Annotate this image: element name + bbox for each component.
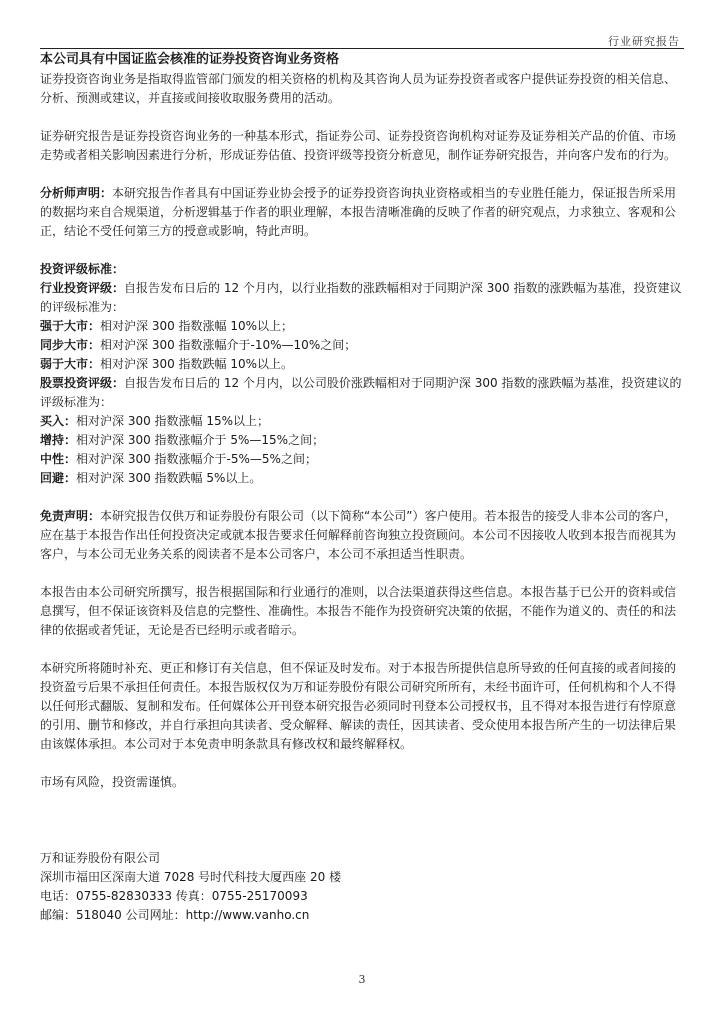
rating-item-label: 强于大市： [40,319,101,333]
industry-rating-item [40,336,684,355]
risk-warning: 市场有风险，投资需谨慎。 [40,775,185,789]
rating-item-text: 相对沪深 300 指数涨幅 10%以上； [100,319,294,333]
rating-item-text: 相对沪深 300 指数跌幅 5%以上。 [76,471,262,485]
analyst-statement-label: 分析师声明： [40,186,113,200]
qualification-paragraph-2: 证券研究报告是证券投资咨询业务的一种基本形式，指证券公司、证券投资咨询机构对证券及证券相关产品的价值、市场走势或者相关影响因素进行分析，形成证券估值、投资评级等投资分析意见，制作证券研究报告，并向客户发布的行为。 [40,129,677,162]
rating-item-label: 增持： [40,433,77,447]
company-phone-fax: 电话：0755-82830333 传真：0755-25170093 [40,889,308,903]
company-name: 万和证券股份有限公司 [40,851,161,865]
rating-item-label: 弱于大市： [40,357,101,371]
stock-rating-label: 股票投资评级： [40,376,125,390]
rating-item-text: 相对沪深 300 指数跌幅 10%以上。 [100,357,294,371]
analyst-statement-text: 本研究报告作者具有中国证券业协会授予的证券投资咨询执业资格或相当的专业胜任能力，保证报告所采用的数据均来自合规渠道，分析逻辑基于作者的职业理解，本报告清晰准确的反映了作者的研究观点，力求独立、客观和公正，结论不受任何第三方的授意或影响，特此声明。 [40,186,677,238]
rating-item-text: 相对沪深 300 指数涨幅介于 5%—15%之间； [76,433,325,447]
stock-rating-item [40,412,684,431]
industry-rating-text: 自报告发布日后的 12 个月内，以行业指数的涨跌幅相对于同期沪深 300 指数的涨跌幅为基准，投资建议的评级标准为： [40,281,682,314]
disclaimer-text: 本研究报告仅供万和证券股份有限公司（以下简称“本公司”）客户使用。若本报告的接受人非本公司的客户，应在基于本报告作出任何投资决定或就本报告要求任何解释前咨询独立投资顾问。本公司不因接收人收到本报告而视其为客户，与本公司无业务关系的阅读者不是本公司客户，本公司不承担适当性职责。 [40,509,677,561]
rating-item-label: 中性： [40,452,77,466]
stock-rating-item [40,469,684,488]
qualification-paragraph-1: 证券投资咨询业务是指取得监管部门颁发的相关资格的机构及其咨询人员为证券投资者或客户提供证券投资的相关信息、分析、预测或建议，并直接或间接收取服务费用的活动。 [40,72,677,105]
industry-rating-item [40,317,684,336]
analyst-statement [40,184,684,241]
rating-item-text: 相对沪深 300 指数涨幅 15%以上； [76,414,270,428]
rating-title: 投资评级标准： [40,262,125,276]
qualification-title: 本公司具有中国证监会核准的证券投资咨询业务资格 [40,52,340,67]
stock-rating-text: 自报告发布日后的 12 个月内，以公司股价涨跌幅相对于同期沪深 300 指数的涨跌幅为基准，投资建议的评级标准为： [40,376,682,409]
disclaimer-label: 免责声明： [40,509,101,523]
stock-rating-item [40,431,684,450]
page-number: 3 [358,973,366,986]
disclaimer-paragraph-1 [40,507,684,564]
rating-item-label: 回避： [40,471,77,485]
disclaimer-paragraph-2: 本报告由本公司研究所撰写，报告根据国际和行业通行的准则，以合法渠道获得这些信息。本报告基于已公开的资料或信息撰写，但不保证该资料及信息的完整性、准确性。本报告不能作为投资研究决策的依据，不能作为道义的、责任的和法律的依据或者凭证，无论是否已经明示或者暗示。 [40,585,677,637]
header-label: 行业研究报告 [608,35,680,48]
industry-rating [40,279,684,317]
company-postcode-website: 邮编：518040 公司网址：http://www.vanho.cn [40,908,310,922]
stock-rating-item [40,450,684,469]
rating-item-label: 买入： [40,414,77,428]
page-content [40,50,684,925]
industry-rating-label: 行业投资评级： [40,281,125,295]
rating-item-label: 同步大市： [40,338,101,352]
rating-item-text: 相对沪深 300 指数涨幅介于-10%—10%之间； [100,338,357,352]
header-divider [40,48,684,49]
industry-rating-item [40,355,684,374]
company-address: 深圳市福田区深南大道 7028 号时代科技大厦西座 20 楼 [40,870,342,884]
rating-item-text: 相对沪深 300 指数涨幅介于-5%—5%之间； [76,452,317,466]
disclaimer-paragraph-3: 本研究所将随时补充、更正和修订有关信息，但不保证及时发布。对于本报告所提供信息所导致的任何直接的或者间接的投资盈亏后果不承担任何责任。本报告版权仅为万和证券股份有限公司研究所所有，未经书面许可，任何机构和个人不得以任何形式翻版、复制和发布。任何媒体公开刊登本研究报告必须同时刊登本公司授权书，且不得对本报告进行有悖原意的引用、删节和修改，并自行承担向其读者、受众解释、解读的责任，因其读者、受众使用本报告所产生的一切法律后果由该媒体承担。本公司对于本免责申明条款具有修改权和最终解释权。 [40,661,677,751]
stock-rating [40,374,684,412]
